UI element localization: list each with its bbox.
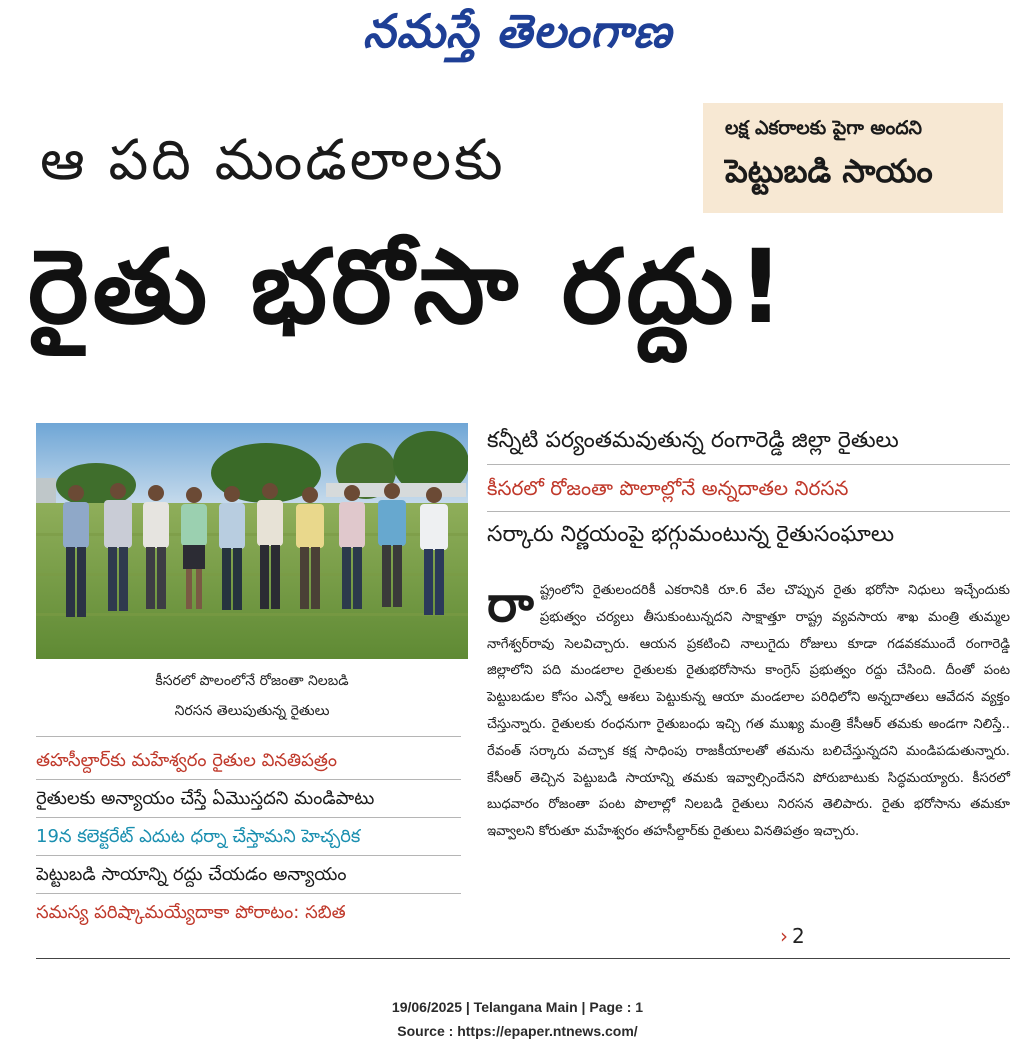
main-headline: రైతు భరోసా రద్దు! bbox=[28, 228, 789, 347]
right-subhead-1: కన్నీటి పర్యంతమవుతున్న రంగారెడ్డి జిల్లా రైతులు bbox=[487, 418, 1010, 465]
subheads-list bbox=[36, 742, 461, 931]
masthead-title: నమస్తే తెలంగాణ bbox=[362, 4, 673, 58]
right-subheads bbox=[487, 418, 1010, 558]
article-text: ష్ట్రంలోని రైతులందరికీ ఎకరానికి రూ.6 వేల చొప్పున రైతు భరోసా నిధులు ఇచ్చేందుకు ప్రభుత్వం చర్యలు తీసుకుంటున్నదని సాక్షాత్తూ రాష్ట్ర వ్యవసాయ శాఖ మంత్రి తుమ్మల నాగేశ్వర్‌రావు సెలవిచ్చారు. ఆయన ప్రకటించి నాలుగైదు రోజులు కూడా గడవకముందే రంగారెడ్డి జిల్లాలోని పది మండలాల రైతులకు రైతుభరోసాను కాంగ్రెస్ ప్రభుత్వం రద్దు చేసింది. దీంతో పంట పెట్టుబడుల కోసం ఎన్నో ఆశలు పెట్టుకున్న ఆయా మండలాల పరిధిలోని అన్నదాతలు ఆవేదన వ్యక్తం చేస్తున్నారు. రైతులకు రంధనుగా రైతుబంధు ఇచ్చి గత ముఖ్య మంత్రి కేసీఆర్ తమకు అండగా నిలిస్తే.. రేవంత్ సర్కారు వచ్చాక కక్ష సాధింపు రాజకీయాలతో తమను బలిచేస్తున్నదని మండిపడుతున్నారు. కేసీఆర్ తెచ్చిన పెట్టుబడి సాయాన్ని తమకు ఇవ్వాల్సిందేనని పోరుబాటుకు సిద్ధమయ్యారు. కీసరలో బుధవారం రోజంతా పంట పొలాల్లో నిలబడి రైతులు నిరసన తెలిపారు. రైతు భరోసాను తమకూ ఇవ్వాలని కోరుతూ మహేశ్వరం తహసీల్దార్‌కు రైతులు వినతిపత్రం ఇచ్చారు. bbox=[487, 583, 1010, 840]
chevron-right-icon: › bbox=[780, 924, 788, 948]
right-subhead-2: కీసరలో రోజంతా పొలాల్లోనే అన్నదాతల నిరసన bbox=[487, 465, 1010, 512]
footer bbox=[0, 995, 1035, 1043]
continued-marker bbox=[780, 924, 805, 948]
divider bbox=[36, 736, 461, 737]
subhead-item: 19న కలెక్టరేట్ ఎదుట ధర్నా చేస్తామని హెచ్చరిక bbox=[36, 818, 461, 856]
kicker-headline: ఆ పది మండలాలకు bbox=[40, 128, 506, 193]
footer-line1: 19/06/2025 | Telangana Main | Page : 1 bbox=[391, 999, 644, 1015]
article-dropcap: రా bbox=[487, 575, 534, 633]
footer-source: Source : https://epaper.ntnews.com/ bbox=[397, 1023, 638, 1039]
farmers-photo bbox=[36, 423, 468, 659]
side-box-line2: పెట్టుబడి సాయం bbox=[725, 152, 933, 190]
continued-page-number: 2 bbox=[792, 924, 805, 948]
photo-caption-line1: కీసరలో పొలంలోనే రోజంతా నిలబడి bbox=[155, 673, 349, 689]
side-box bbox=[703, 103, 1003, 213]
photo-caption-line2: నిరసన తెలుపుతున్న రైతులు bbox=[174, 703, 330, 719]
subhead-item: సమస్య పరిష్కామయ్యేదాకా పోరాటం: సబిత bbox=[36, 902, 346, 923]
article-body bbox=[487, 575, 1010, 846]
right-subhead-3: సర్కారు నిర్ణయంపై భగ్గుమంటున్న రైతుసంఘాలు bbox=[487, 522, 895, 547]
farmers-photo-illustration bbox=[36, 423, 468, 659]
photo-caption bbox=[36, 666, 468, 726]
side-box-line1: లక్ష ఎకరాలకు పైగా అందని bbox=[725, 117, 923, 139]
subhead-item: తహసీల్దార్‌కు మహేశ్వరం రైతుల వినతిపత్రం bbox=[36, 742, 461, 780]
subhead-item: పెట్టుబడి సాయాన్ని రద్దు చేయడం అన్యాయం bbox=[36, 856, 461, 894]
bottom-divider bbox=[36, 958, 1010, 959]
subhead-item: రైతులకు అన్యాయం చేస్తే ఏమొస్తదని మండిపాటు bbox=[36, 780, 461, 818]
